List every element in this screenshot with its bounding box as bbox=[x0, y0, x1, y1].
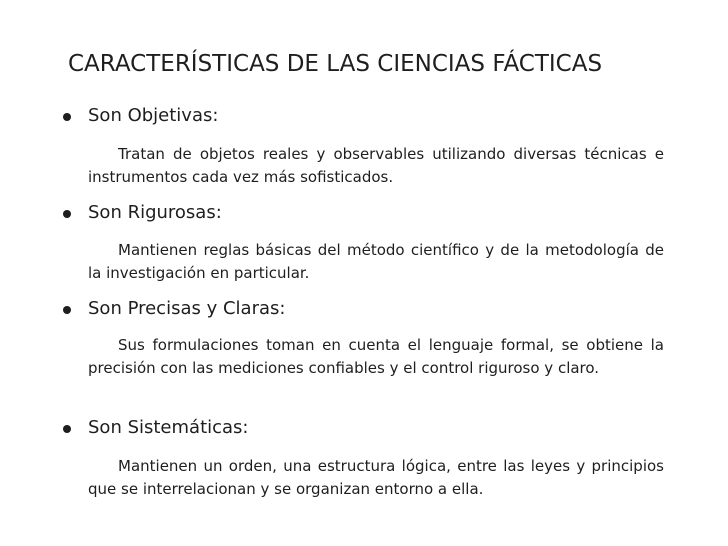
slide-title: CARACTERÍSTICAS DE LAS CIENCIAS FÁCTICAS bbox=[68, 51, 603, 77]
bullet-description bbox=[88, 334, 664, 380]
bullet-heading: Son Precisas y Claras: bbox=[88, 298, 286, 319]
description-text: Sus formulaciones toman en cuenta el lenguaje formal, se obtiene la precisión con las mediciones confiables y el control riguroso y claro. bbox=[88, 336, 664, 377]
bullet-description bbox=[88, 143, 664, 189]
bullet-description bbox=[88, 239, 664, 285]
bullet-icon bbox=[63, 306, 71, 314]
bullet-icon bbox=[63, 425, 71, 433]
bullet-icon bbox=[63, 113, 71, 121]
description-text: Tratan de objetos reales y observables utilizando diversas técnicas e instrumentos cada vez más sofisticados. bbox=[88, 145, 664, 186]
bullet-heading: Son Objetivas: bbox=[88, 105, 219, 126]
bullet-heading: Son Sistemáticas: bbox=[88, 417, 249, 438]
description-text: Mantienen reglas básicas del método científico y de la metodología de la investigación en particular. bbox=[88, 241, 664, 282]
bullet-description bbox=[88, 455, 664, 501]
bullet-icon bbox=[63, 210, 71, 218]
description-text: Mantienen un orden, una estructura lógica, entre las leyes y principios que se interrelacionan y se organizan entorno a ella. bbox=[88, 457, 664, 498]
bullet-heading: Son Rigurosas: bbox=[88, 202, 222, 223]
